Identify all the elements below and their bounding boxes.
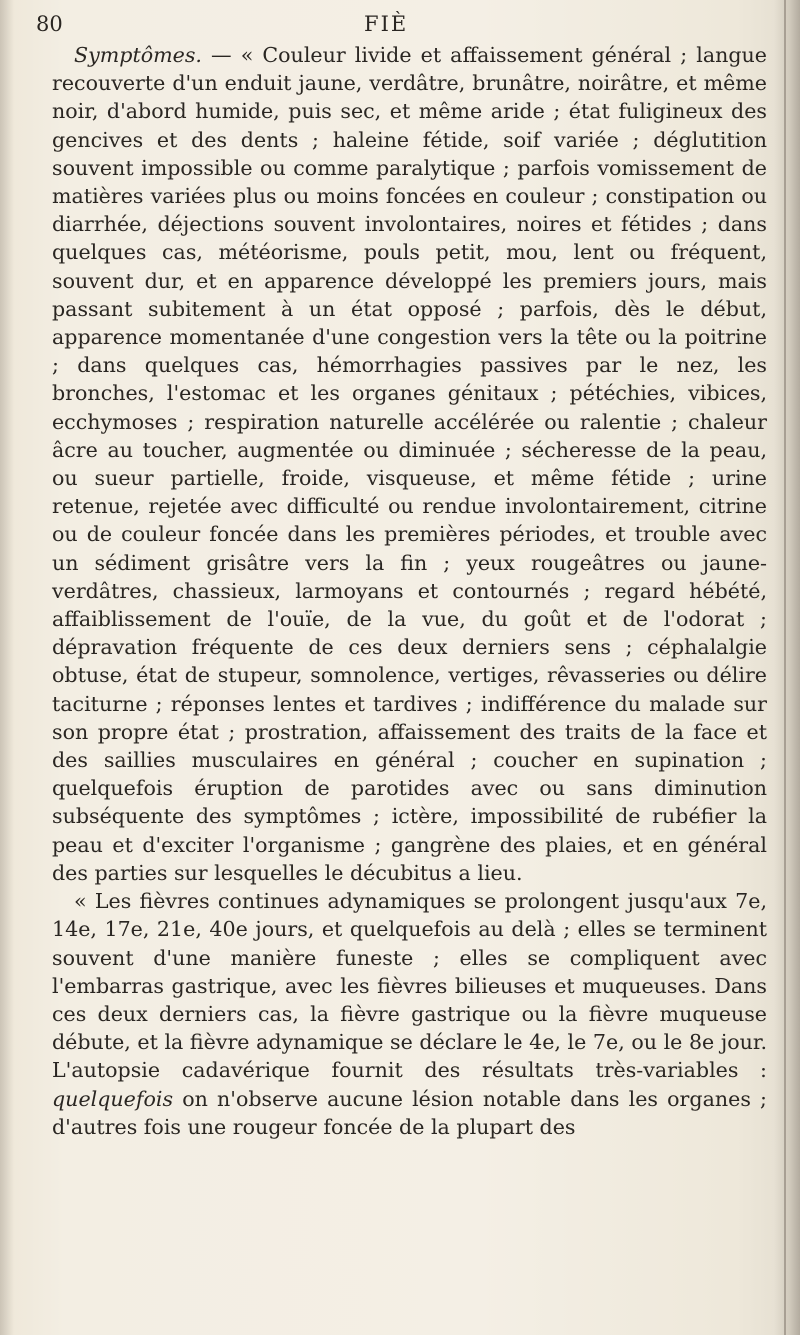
paragraph-symptoms [52,41,767,887]
page-binding-shadow [0,0,14,1335]
emphasis-quelquefois: quelquefois [52,1086,174,1111]
body-text [52,41,767,1141]
running-title: FIÈ [364,12,409,36]
paragraph-course-text-1: « Les fièvres continues adynamiques se prolongent jusqu'aux 7e, 14e, 17e, 21e, 40e jours, et quelquefois au delà ; elles se terminent souvent d'une manière funeste ; elles se compliquent avec l'embarras gastrique, avec les fièvres bilieuses et muqueuses. Dans ces deux derniers cas, la fièvre gastrique ou la fièvre muqueuse débute, et la fièvre adynamique se déclare le 4e, le 7e, ou le 8e jour. L'autopsie cadavérique fournit des résultats très-variables : [52,889,767,1083]
page-number: 80 [36,12,63,36]
paragraph-course [52,887,767,1141]
page-edge-line [784,0,786,1335]
paragraph-course-text-2: on n'observe aucune lésion notable dans les organes ; d'autres fois une rougeur foncée de la plupart des [52,1086,767,1139]
section-heading: Symptômes. [74,43,202,67]
page-header [36,8,766,42]
paragraph-symptoms-text: — « Couleur livide et affaissement général ; langue recouverte d'un enduit jaune, verdâtre, brunâtre, noirâtre, et même noir, d'abord humide, puis sec, et même aride ; état fuligineux des gencives et des dents ; haleine fétide, soif variée ; déglutition souvent impossible ou comme paralytique ; parfois vomissement de matières variées plus ou moins foncées en couleur ; constipation ou diarrhée, déjections souvent involontaires, noires et fétides ; dans quelques cas, météorisme, pouls petit, mou, lent ou fréquent, souvent dur, et en apparence développé les premiers jours, mais passant subitement à un état opposé ; parfois, dès le début, apparence momentanée d'une congestion vers la tête ou la poitrine ; dans quelques cas, hémorrhagies passives par le nez, les bronches, l'estomac et les organes génitaux ; pétéchies, vibices, ecchymoses ; respiration naturelle accélérée ou ralentie ; chaleur âcre au toucher, augmentée ou diminuée ; sécheresse de la peau, ou sueur partielle, froide, visqueuse, et même fétide ; urine retenue, rejetée avec difficulté ou rendue involontairement, citrine ou de couleur foncée dans les premières périodes, et trouble avec un sédiment grisâtre vers la fin ; yeux rougeâtres ou jaune-verdâtres, chassieux, larmoyans et contournés ; regard hébété, affaiblissement de l'ouïe, de la vue, du goût et de l'odorat ; dépravation fréquente de ces deux derniers sens ; céphalalgie obtuse, état de stupeur, somnolence, vertiges, rêvasseries ou délire taciturne ; réponses lentes et tardives ; indifférence du malade sur son propre état ; prostration, affaissement des traits de la face et des saillies musculaires en général ; coucher en supination ; quelquefois éruption de parotides avec ou sans diminution subséquente des symptômes ; ictère, impossibilité de rubéfier la peau et d'exciter l'organisme ; gangrène des plaies, et en général des parties sur lesquelles le décubitus a lieu. [52,43,767,885]
page-edge-shadow [774,0,800,1335]
